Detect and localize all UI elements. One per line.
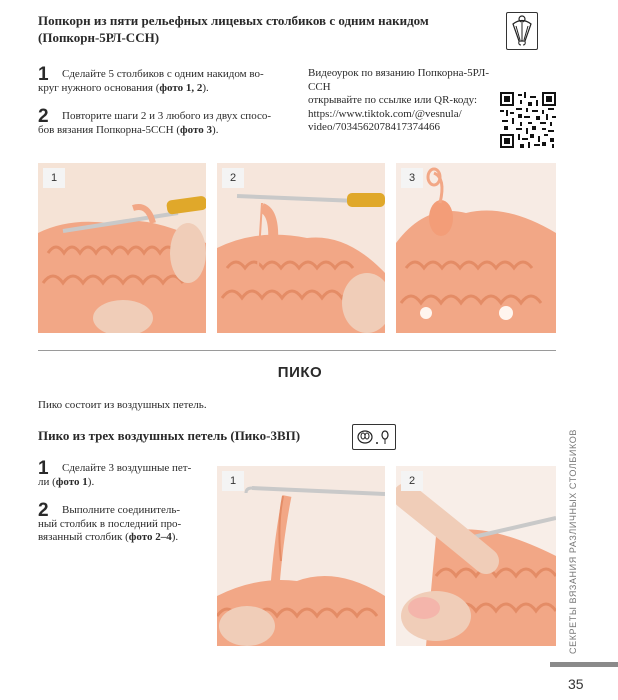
photo-label: 2 — [222, 168, 244, 188]
section-divider — [38, 350, 556, 351]
step-b1-text — [38, 462, 212, 489]
video-link-line1[interactable]: https://www.tiktok.com/@vesnula/ — [308, 107, 462, 120]
video-line2: открывайте по ссылке или QR-коду: — [308, 94, 478, 106]
page-number-bar — [550, 662, 618, 667]
subsection-title: Пико из трех воздушных петель (Пико-3ВП) — [38, 428, 301, 443]
photo-label: 2 — [401, 471, 423, 491]
step-2-line2: бов вязания Попкорна-5ССН ( — [38, 123, 181, 136]
step-2-number: 2 — [38, 106, 49, 127]
video-info — [308, 67, 494, 135]
step-b2-end: ). — [171, 531, 179, 543]
qr-code-icon[interactable] — [500, 92, 556, 148]
section-title: ПИКО — [277, 364, 323, 381]
photo-label: 1 — [222, 471, 244, 491]
step-1-end: ). — [202, 81, 209, 94]
side-running-text: СЕКРЕТЫ ВЯЗАНИЯ РАЗЛИЧНЫХ СТОЛБИКОВ — [568, 429, 578, 654]
photo-1-top — [38, 163, 206, 333]
step-b2-line3: вязанный столбик ( — [38, 531, 129, 543]
step-b1-number: 1 — [38, 458, 49, 479]
step-2-photo-ref: фото 3 — [180, 123, 213, 136]
step-2-text — [38, 110, 292, 137]
step-1-photo-ref: фото 1, 2 — [159, 81, 203, 94]
step-b2-line2: ный столбик в последний про- — [38, 517, 182, 530]
step-1-number: 1 — [38, 64, 49, 85]
photo-label: 1 — [43, 168, 65, 188]
section-intro: Пико состоит из воздушных петель. — [38, 399, 207, 411]
step-1-line1: Сделайте 5 столбиков с одним накидом во- — [62, 68, 264, 80]
photo-3-top — [396, 163, 556, 333]
picot-symbol-icon — [352, 424, 396, 450]
step-b2-line1: Выполните соединитель- — [62, 504, 181, 516]
popcorn-symbol-icon — [506, 12, 538, 50]
video-link-line2[interactable]: video/7034562078417374466 — [308, 121, 440, 133]
header-title-line2: (Попкорн-5РЛ-ССН) — [38, 30, 160, 45]
step-2-end: ). — [212, 123, 219, 136]
step-1-text — [38, 68, 282, 95]
photo-2-top — [217, 163, 385, 333]
step-b1-line2: ли ( — [38, 475, 56, 488]
step-b2-text — [38, 504, 212, 545]
page-number: 35 — [568, 676, 584, 692]
step-b1-line1: Сделайте 3 воздушные пет- — [62, 462, 192, 474]
step-b2-photo-ref: фото 2–4 — [128, 531, 172, 543]
step-2-line1: Повторите шаги 2 и 3 любого из двух спосо- — [62, 110, 272, 122]
step-b1-end: ). — [87, 475, 95, 488]
photo-1-bottom — [217, 466, 385, 646]
step-b2-number: 2 — [38, 500, 49, 521]
video-line1: Видеоурок по вязанию Попкорна-5РЛ-ССН — [308, 67, 490, 93]
photo-label: 3 — [401, 168, 423, 188]
step-1-line2: круг нужного основания ( — [38, 81, 160, 94]
header-title-line1: Попкорн из пяти рельефных лицевых столбиков с одним накидом — [38, 13, 429, 28]
header-title — [38, 12, 508, 46]
step-b1-photo-ref: фото 1 — [55, 475, 88, 488]
photo-2-bottom — [396, 466, 556, 646]
